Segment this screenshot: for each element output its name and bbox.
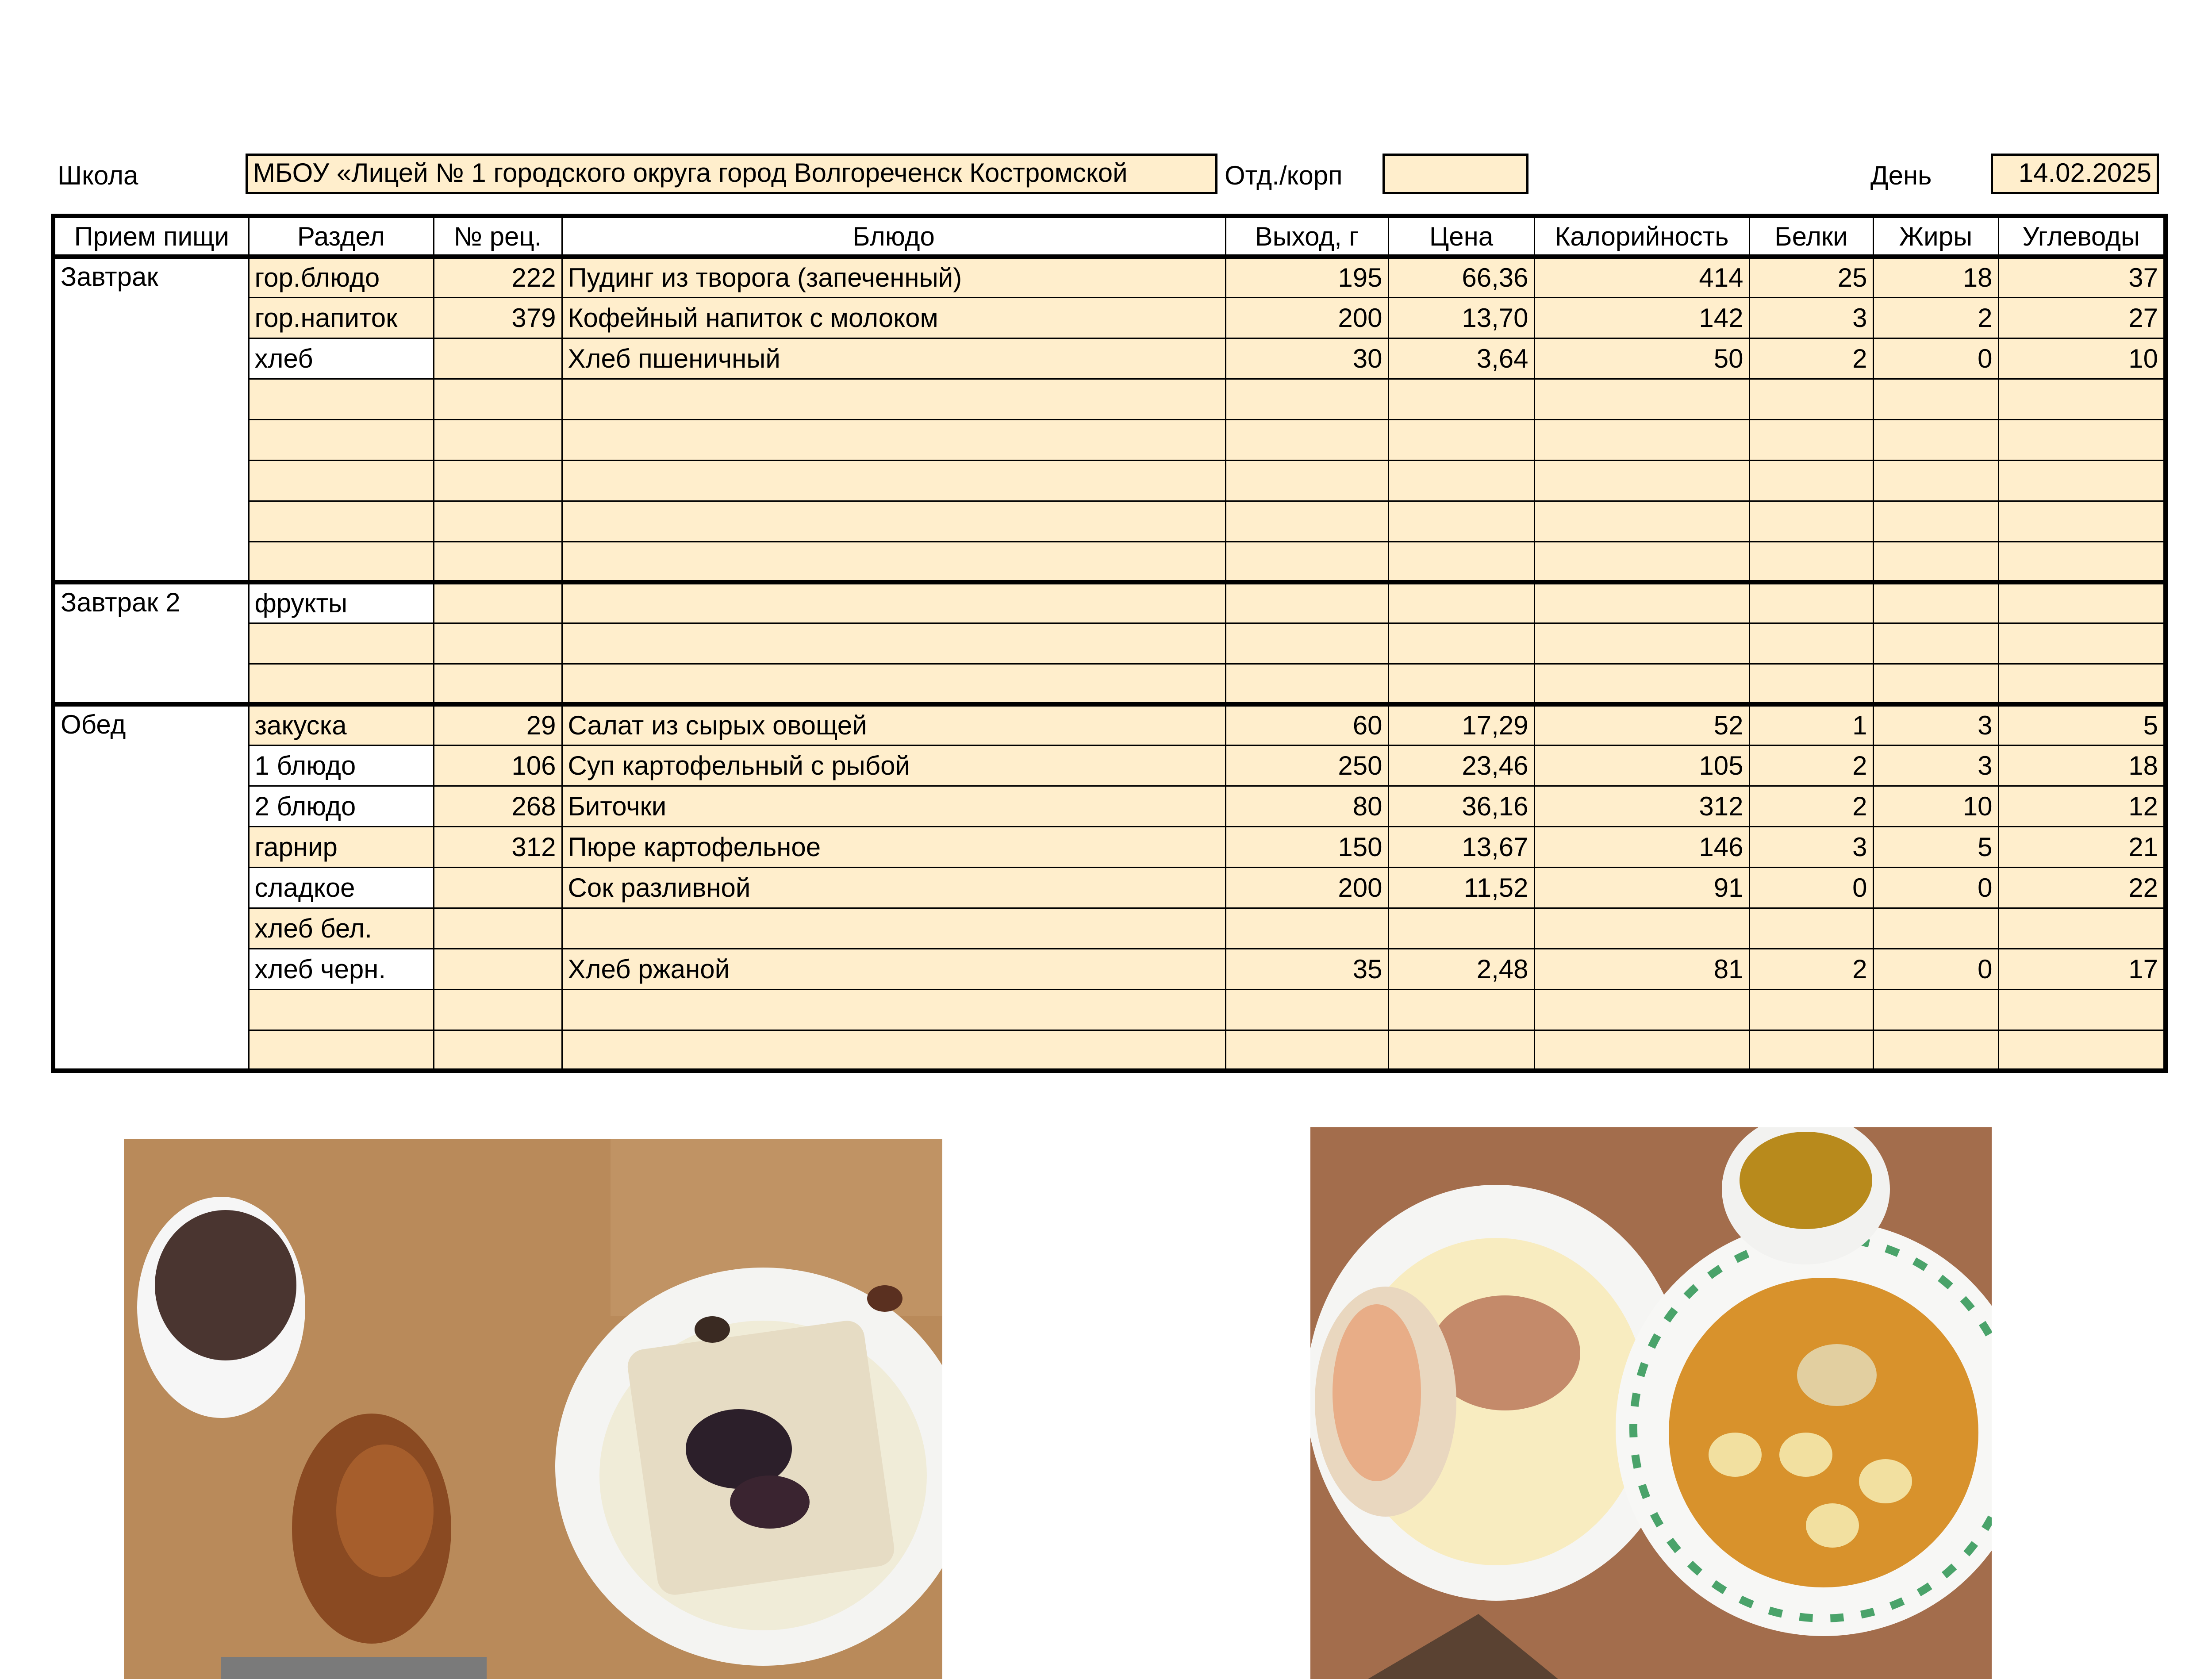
recipe-cell[interactable] [434, 949, 562, 989]
recipe-cell[interactable] [434, 379, 562, 419]
protein-cell[interactable] [1749, 379, 1873, 419]
dish-cell[interactable]: Пудинг из творога (запеченный) [562, 257, 1225, 297]
dish-cell[interactable]: Кофейный напиток с молоком [562, 297, 1225, 338]
recipe-cell[interactable]: 379 [434, 297, 562, 338]
recipe-cell[interactable] [434, 419, 562, 460]
protein-cell[interactable] [1749, 419, 1873, 460]
price-cell[interactable]: 3,64 [1388, 338, 1534, 379]
table-row [53, 867, 2166, 908]
section-cell[interactable]: сладкое [249, 867, 434, 908]
table-row [53, 338, 2166, 379]
carbs-cell[interactable]: 27 [1998, 297, 2166, 338]
fat-cell[interactable] [1873, 623, 1998, 664]
table-row [53, 257, 2166, 297]
fat-cell[interactable]: 5 [1873, 826, 1998, 867]
recipe-cell[interactable]: 29 [434, 704, 562, 745]
table-row [53, 1030, 2166, 1071]
dish-cell[interactable] [562, 908, 1225, 949]
fat-cell[interactable]: 3 [1873, 745, 1998, 786]
carbs-cell[interactable]: 5 [1998, 704, 2166, 745]
kcal-cell[interactable] [1534, 379, 1749, 419]
weight-cell[interactable] [1225, 379, 1388, 419]
kcal-cell[interactable] [1534, 989, 1749, 1030]
dish-cell[interactable] [562, 419, 1225, 460]
meal-group [53, 704, 2166, 1071]
carbs-cell[interactable] [1998, 664, 2166, 704]
kcal-cell[interactable]: 50 [1534, 338, 1749, 379]
col-carbs: Углеводы [1998, 216, 2166, 257]
protein-cell[interactable]: 2 [1749, 786, 1873, 826]
section-cell[interactable]: гор.напиток [249, 297, 434, 338]
fat-cell[interactable] [1873, 989, 1998, 1030]
col-kcal: Калорийность [1534, 216, 1749, 257]
carbs-cell[interactable] [1998, 989, 2166, 1030]
price-cell[interactable]: 11,52 [1388, 867, 1534, 908]
carbs-cell[interactable] [1998, 460, 2166, 501]
carbs-cell[interactable]: 18 [1998, 745, 2166, 786]
table-row [53, 949, 2166, 989]
dept-label: Отд./корп [1225, 161, 1343, 190]
recipe-cell[interactable] [434, 501, 562, 542]
carbs-cell[interactable]: 37 [1998, 257, 2166, 297]
kcal-cell[interactable] [1534, 623, 1749, 664]
dish-cell[interactable]: Салат из сырых овощей [562, 704, 1225, 745]
fat-cell[interactable]: 10 [1873, 786, 1998, 826]
protein-cell[interactable] [1749, 542, 1873, 582]
weight-cell[interactable] [1225, 989, 1388, 1030]
section-cell[interactable]: 2 блюдо [249, 786, 434, 826]
dish-cell[interactable] [562, 501, 1225, 542]
recipe-cell[interactable]: 268 [434, 786, 562, 826]
weight-cell[interactable]: 195 [1225, 257, 1388, 297]
carbs-cell[interactable]: 22 [1998, 867, 2166, 908]
col-dish: Блюдо [562, 216, 1225, 257]
weight-cell[interactable]: 200 [1225, 867, 1388, 908]
weight-cell[interactable] [1225, 664, 1388, 704]
kcal-cell[interactable]: 312 [1534, 786, 1749, 826]
dish-cell[interactable] [562, 664, 1225, 704]
price-cell[interactable] [1388, 501, 1534, 542]
table-row [53, 379, 2166, 419]
fat-cell[interactable]: 2 [1873, 297, 1998, 338]
breakfast-photo [124, 1139, 942, 1679]
price-cell[interactable] [1388, 1030, 1534, 1071]
day-label: День [1870, 161, 1932, 190]
table-row [53, 786, 2166, 826]
table-row [53, 542, 2166, 582]
weight-cell[interactable] [1225, 623, 1388, 664]
fat-cell[interactable]: 0 [1873, 867, 1998, 908]
protein-cell[interactable]: 2 [1749, 745, 1873, 786]
kcal-cell[interactable]: 52 [1534, 704, 1749, 745]
weight-cell[interactable]: 35 [1225, 949, 1388, 989]
dish-cell[interactable] [562, 542, 1225, 582]
price-cell[interactable]: 17,29 [1388, 704, 1534, 745]
kcal-cell[interactable]: 81 [1534, 949, 1749, 989]
dish-cell[interactable]: Суп картофельный с рыбой [562, 745, 1225, 786]
col-recipe: № рец. [434, 216, 562, 257]
col-protein: Белки [1749, 216, 1873, 257]
weight-cell[interactable]: 60 [1225, 704, 1388, 745]
protein-cell[interactable]: 0 [1749, 867, 1873, 908]
section-cell[interactable] [249, 542, 434, 582]
price-cell[interactable] [1388, 582, 1534, 623]
table-row [53, 623, 2166, 664]
col-fat: Жиры [1873, 216, 1998, 257]
dish-cell[interactable] [562, 379, 1225, 419]
carbs-cell[interactable]: 21 [1998, 826, 2166, 867]
kcal-cell[interactable] [1534, 664, 1749, 704]
fat-cell[interactable] [1873, 501, 1998, 542]
dept-field[interactable] [1382, 154, 1528, 194]
weight-cell[interactable] [1225, 1030, 1388, 1071]
table-row [53, 664, 2166, 704]
weight-cell[interactable]: 200 [1225, 297, 1388, 338]
fat-cell[interactable]: 0 [1873, 949, 1998, 989]
weight-cell[interactable]: 80 [1225, 786, 1388, 826]
price-cell[interactable]: 2,48 [1388, 949, 1534, 989]
kcal-cell[interactable]: 105 [1534, 745, 1749, 786]
recipe-cell[interactable]: 222 [434, 257, 562, 297]
fat-cell[interactable] [1873, 582, 1998, 623]
fat-cell[interactable] [1873, 908, 1998, 949]
school-field[interactable]: МБОУ «Лицей № 1 городского округа город Волгореченск Костромской [246, 154, 1217, 194]
carbs-cell[interactable]: 17 [1998, 949, 2166, 989]
meal-name-cell: Обед [53, 704, 249, 1071]
fat-cell[interactable] [1873, 460, 1998, 501]
col-meal: Прием пищи [53, 216, 249, 257]
fat-cell[interactable]: 3 [1873, 704, 1998, 745]
section-cell[interactable] [249, 379, 434, 419]
carbs-cell[interactable] [1998, 379, 2166, 419]
table-row [53, 297, 2166, 338]
section-cell[interactable]: хлеб [249, 338, 434, 379]
section-cell[interactable] [249, 419, 434, 460]
protein-cell[interactable]: 3 [1749, 826, 1873, 867]
price-cell[interactable] [1388, 379, 1534, 419]
dish-cell[interactable] [562, 989, 1225, 1030]
dish-cell[interactable]: Хлеб пшеничный [562, 338, 1225, 379]
menu-table [51, 214, 2168, 1073]
recipe-cell[interactable] [434, 989, 562, 1030]
weight-cell[interactable]: 250 [1225, 745, 1388, 786]
protein-cell[interactable] [1749, 989, 1873, 1030]
protein-cell[interactable]: 1 [1749, 704, 1873, 745]
weight-cell[interactable] [1225, 460, 1388, 501]
table-row [53, 582, 2166, 623]
weight-cell[interactable] [1225, 501, 1388, 542]
section-cell[interactable]: хлеб бел. [249, 908, 434, 949]
section-cell[interactable] [249, 1030, 434, 1071]
dish-cell[interactable] [562, 460, 1225, 501]
protein-cell[interactable]: 25 [1749, 257, 1873, 297]
kcal-cell[interactable]: 91 [1534, 867, 1749, 908]
section-cell[interactable]: гарнир [249, 826, 434, 867]
dish-cell[interactable]: Пюре картофельное [562, 826, 1225, 867]
dish-cell[interactable]: Сок разливной [562, 867, 1225, 908]
kcal-cell[interactable]: 414 [1534, 257, 1749, 297]
protein-cell[interactable]: 2 [1749, 338, 1873, 379]
recipe-cell[interactable] [434, 582, 562, 623]
dish-cell[interactable] [562, 582, 1225, 623]
recipe-cell[interactable] [434, 908, 562, 949]
section-cell[interactable]: закуска [249, 704, 434, 745]
carbs-cell[interactable] [1998, 419, 2166, 460]
kcal-cell[interactable] [1534, 419, 1749, 460]
protein-cell[interactable] [1749, 908, 1873, 949]
kcal-cell[interactable] [1534, 501, 1749, 542]
price-cell[interactable]: 36,16 [1388, 786, 1534, 826]
price-cell[interactable]: 13,67 [1388, 826, 1534, 867]
recipe-cell[interactable] [434, 542, 562, 582]
meal-group [53, 257, 2166, 582]
dish-cell[interactable] [562, 1030, 1225, 1071]
weight-cell[interactable]: 30 [1225, 338, 1388, 379]
section-cell[interactable] [249, 989, 434, 1030]
recipe-cell[interactable]: 106 [434, 745, 562, 786]
meal-group [53, 582, 2166, 704]
price-cell[interactable] [1388, 664, 1534, 704]
recipe-cell[interactable] [434, 338, 562, 379]
meal-name-cell: Завтрак [53, 257, 249, 582]
weight-cell[interactable] [1225, 582, 1388, 623]
carbs-cell[interactable] [1998, 908, 2166, 949]
price-cell[interactable] [1388, 419, 1534, 460]
carbs-cell[interactable] [1998, 1030, 2166, 1071]
carbs-cell[interactable]: 10 [1998, 338, 2166, 379]
table-row [53, 419, 2166, 460]
carbs-cell[interactable] [1998, 542, 2166, 582]
price-cell[interactable]: 23,46 [1388, 745, 1534, 786]
col-weight: Выход, г [1225, 216, 1388, 257]
fat-cell[interactable] [1873, 419, 1998, 460]
kcal-cell[interactable]: 146 [1534, 826, 1749, 867]
lunch-photo [1310, 1127, 1992, 1679]
fat-cell[interactable]: 18 [1873, 257, 1998, 297]
kcal-cell[interactable] [1534, 582, 1749, 623]
section-cell[interactable] [249, 623, 434, 664]
fat-cell[interactable]: 0 [1873, 338, 1998, 379]
dish-cell[interactable]: Биточки [562, 786, 1225, 826]
price-cell[interactable] [1388, 989, 1534, 1030]
fat-cell[interactable] [1873, 664, 1998, 704]
section-cell[interactable]: фрукты [249, 582, 434, 623]
dish-cell[interactable]: Хлеб ржаной [562, 949, 1225, 989]
section-cell[interactable]: хлеб черн. [249, 949, 434, 989]
protein-cell[interactable]: 2 [1749, 949, 1873, 989]
recipe-cell[interactable] [434, 460, 562, 501]
kcal-cell[interactable] [1534, 542, 1749, 582]
carbs-cell[interactable] [1998, 582, 2166, 623]
day-field[interactable]: 14.02.2025 [1991, 154, 2159, 194]
col-price: Цена [1388, 216, 1534, 257]
protein-cell[interactable] [1749, 623, 1873, 664]
dish-cell[interactable] [562, 623, 1225, 664]
protein-cell[interactable] [1749, 501, 1873, 542]
table-row [53, 501, 2166, 542]
protein-cell[interactable] [1749, 582, 1873, 623]
fat-cell[interactable] [1873, 379, 1998, 419]
price-cell[interactable]: 66,36 [1388, 257, 1534, 297]
carbs-cell[interactable] [1998, 501, 2166, 542]
table-row [53, 989, 2166, 1030]
kcal-cell[interactable] [1534, 908, 1749, 949]
section-cell[interactable] [249, 460, 434, 501]
fat-cell[interactable] [1873, 1030, 1998, 1071]
weight-cell[interactable] [1225, 419, 1388, 460]
col-section: Раздел [249, 216, 434, 257]
carbs-cell[interactable]: 12 [1998, 786, 2166, 826]
price-cell[interactable] [1388, 460, 1534, 501]
section-cell[interactable]: гор.блюдо [249, 257, 434, 297]
kcal-cell[interactable]: 142 [1534, 297, 1749, 338]
table-row [53, 908, 2166, 949]
price-cell[interactable]: 13,70 [1388, 297, 1534, 338]
recipe-cell[interactable] [434, 867, 562, 908]
recipe-cell[interactable]: 312 [434, 826, 562, 867]
kcal-cell[interactable] [1534, 1030, 1749, 1071]
table-row [53, 460, 2166, 501]
price-cell[interactable] [1388, 542, 1534, 582]
kcal-cell[interactable] [1534, 460, 1749, 501]
recipe-cell[interactable] [434, 1030, 562, 1071]
price-cell[interactable] [1388, 623, 1534, 664]
protein-cell[interactable] [1749, 460, 1873, 501]
section-cell[interactable] [249, 501, 434, 542]
table-row [53, 704, 2166, 745]
carbs-cell[interactable] [1998, 623, 2166, 664]
section-cell[interactable]: 1 блюдо [249, 745, 434, 786]
fat-cell[interactable] [1873, 542, 1998, 582]
section-cell[interactable] [249, 664, 434, 704]
protein-cell[interactable] [1749, 1030, 1873, 1071]
table-row [53, 745, 2166, 786]
table-header-row [53, 216, 2166, 257]
table-row [53, 826, 2166, 867]
protein-cell[interactable]: 3 [1749, 297, 1873, 338]
price-cell[interactable] [1388, 908, 1534, 949]
weight-cell[interactable] [1225, 542, 1388, 582]
recipe-cell[interactable] [434, 664, 562, 704]
weight-cell[interactable]: 150 [1225, 826, 1388, 867]
protein-cell[interactable] [1749, 664, 1873, 704]
weight-cell[interactable] [1225, 908, 1388, 949]
school-label: Школа [58, 161, 138, 190]
recipe-cell[interactable] [434, 623, 562, 664]
meal-name-cell: Завтрак 2 [53, 582, 249, 704]
